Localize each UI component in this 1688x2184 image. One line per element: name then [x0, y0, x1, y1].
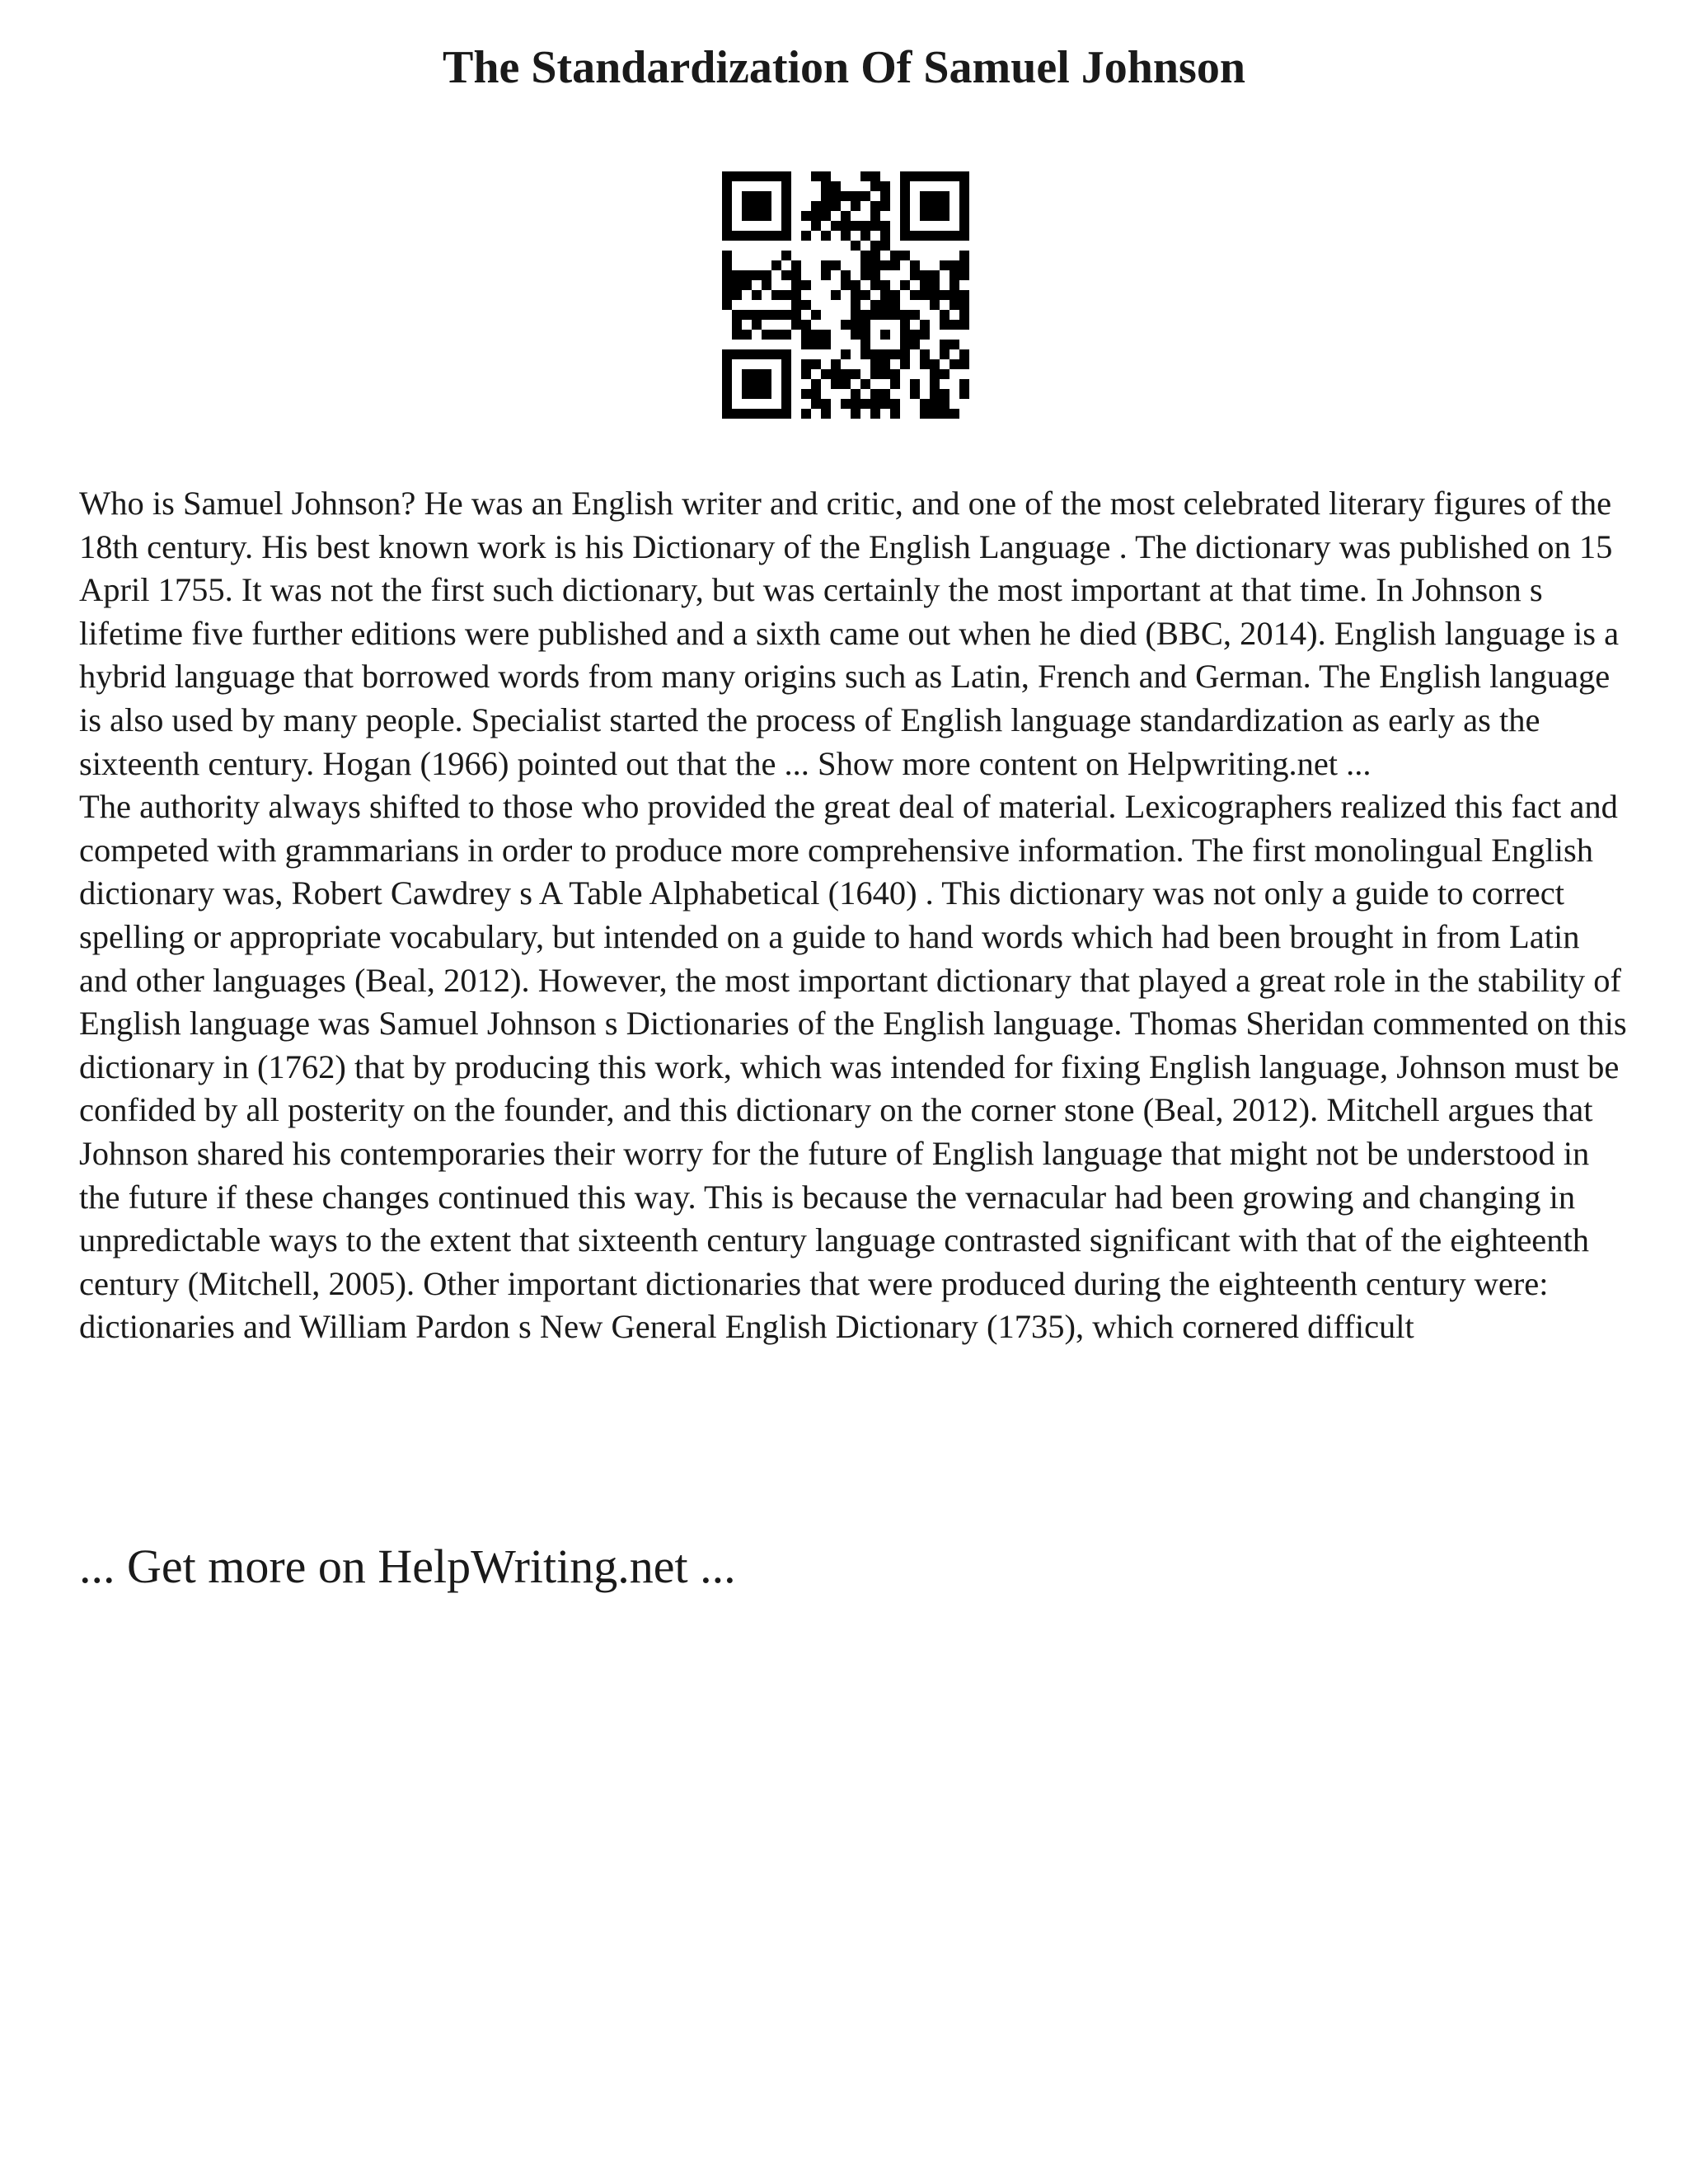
get-more-link[interactable]: ... Get more on HelpWriting.net ...: [79, 1540, 736, 1593]
article-body: [79, 482, 1629, 1349]
paragraph: The authority always shifted to those who provided the great deal of material. Lexicographers realized this fact and competed with grammarians in order to produce more comprehensive information. The first monolingual English dictionary was, Robert Cawdrey s A Table Alphabetical (1640) . This dictionary was not only a guide to correct spelling or appropriate vocabulary, but intended on a guide to hand words which had been brought in from Latin and other languages (Beal, 2012). However, the most important dictionary that played a great role in the stability of English language was Samuel Johnson s Dictionaries of the English language. Thomas Sheridan commented on this dictionary in (1762) that by producing this work, which was intended for fixing English language, Johnson must be confided by all posterity on the founder, and this dictionary on the corner stone (Beal, 2012). Mitchell argues that Johnson shared his contemporaries their worry for the future of English language that might not be understood in the future if these changes continued this way. This is because the vernacular had been growing and changing in unpredictable ways to the extent that sixteenth century language contrasted significant with that of the eighteenth century (Mitchell, 2005). Other important dictionaries that were produced during the eighteenth century were: dictionaries and William Pardon s New General English Dictionary (1735), which cornered difficult: [79, 788, 1627, 1346]
paragraph: Who is Samuel Johnson? He was an English writer and critic, and one of the most celebrated literary figures of the 18th century. His best known work is his Dictionary of the English Language . The dictionary was published on 15 April 1755. It was not the first such dictionary, but was certainly the most important at that time. In Johnson s lifetime five further editions were published and a sixth came out when he died (BBC, 2014). English language is a hybrid language that borrowed words from many origins such as Latin, French and German. The English language is also used by many people. Specialist started the process of English language standardization as early as the sixteenth century. Hogan (1966) pointed out that the ... Show more content on Helpwriting.net ...: [79, 485, 1620, 782]
qr-code-icon: [722, 171, 969, 419]
document-title: The Standardization Of Samuel Johnson: [443, 42, 1245, 93]
